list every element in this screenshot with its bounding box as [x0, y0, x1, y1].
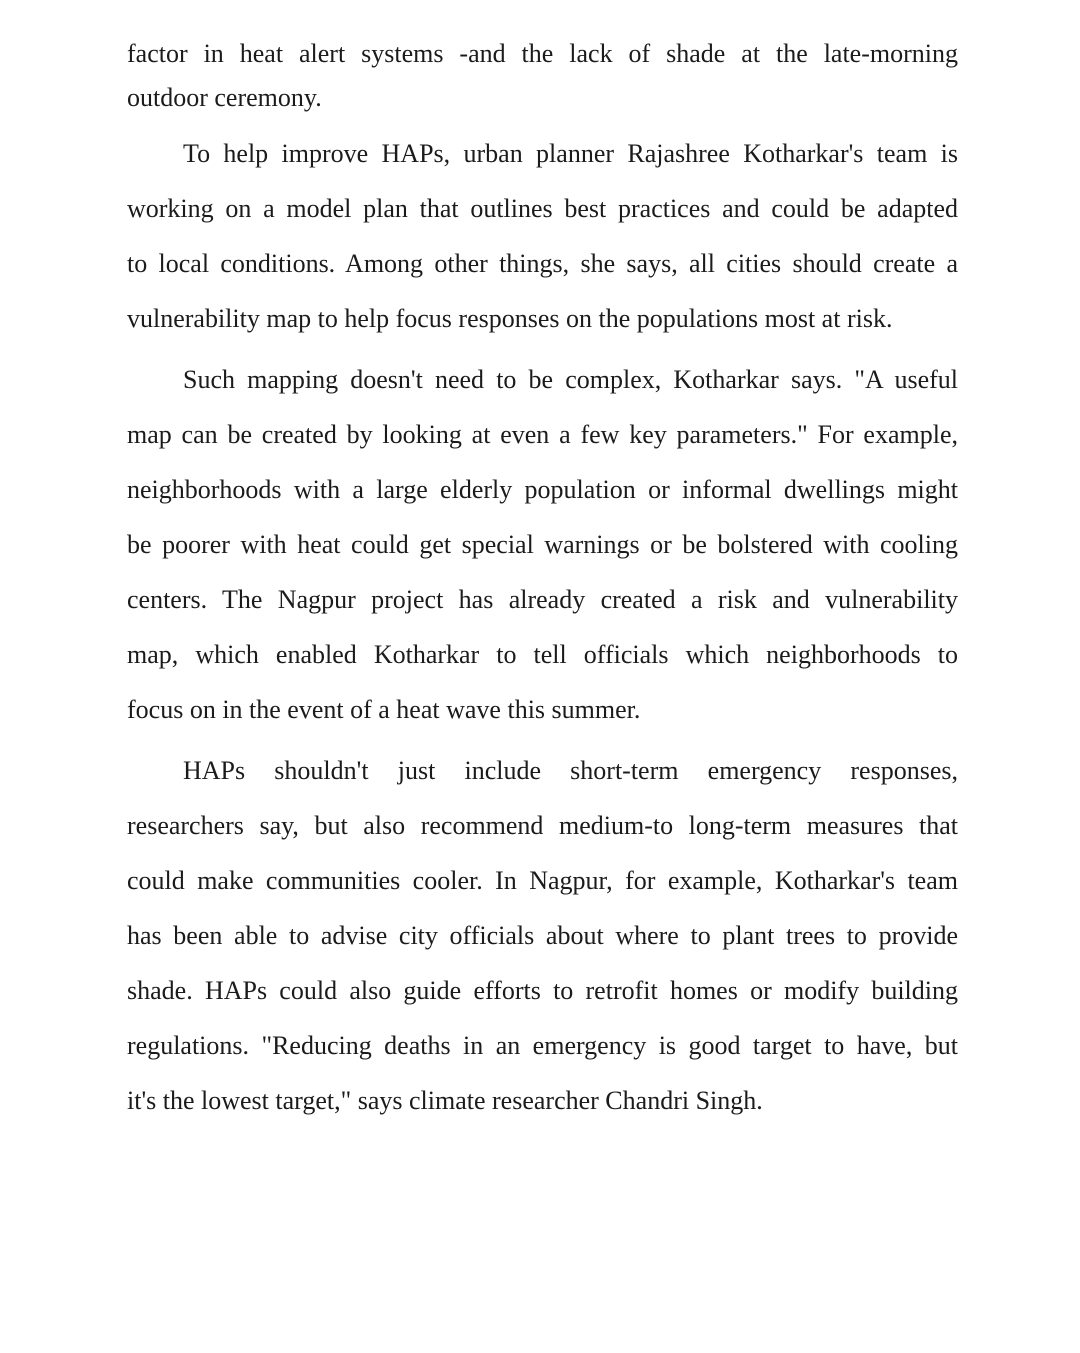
text-line: Such mapping doesn't need to be complex, Kotharkar says. "A useful: [183, 365, 958, 394]
text-line: working on a model plan that outlines best practices and could be adapted: [127, 194, 958, 223]
text-line: centers. The Nagpur project has already created a risk and vulnerability: [127, 585, 958, 614]
paragraph: [127, 352, 958, 737]
text-line: researchers say, but also recommend medium-to long-term measures that: [127, 811, 958, 840]
text-line: focus on in the event of a heat wave this summer.: [127, 695, 641, 724]
text-line: could make communities cooler. In Nagpur, for example, Kotharkar's team: [127, 866, 958, 895]
text-line: To help improve HAPs, urban planner Rajashree Kotharkar's team is: [183, 139, 958, 168]
text-line: it's the lowest target," says climate researcher Chandri Singh.: [127, 1086, 763, 1115]
text-line: map can be created by looking at even a few key parameters." For example,: [127, 420, 958, 449]
text-line: shade. HAPs could also guide efforts to retrofit homes or modify building: [127, 976, 958, 1005]
text-line: has been able to advise city officials about where to plant trees to provide: [127, 921, 958, 950]
paragraph: [127, 32, 958, 120]
text-line: factor in heat alert systems -and the lack of shade at the late-morning: [127, 39, 958, 68]
paragraph: [127, 743, 958, 1128]
text-line: map, which enabled Kotharkar to tell officials which neighborhoods to: [127, 640, 958, 669]
paragraph: [127, 126, 958, 346]
text-line: to local conditions. Among other things, she says, all cities should create a: [127, 249, 958, 278]
text-line: HAPs shouldn't just include short-term emergency responses,: [183, 756, 958, 785]
text-line: be poorer with heat could get special warnings or be bolstered with cooling: [127, 530, 958, 559]
text-line: vulnerability map to help focus responses on the populations most at risk.: [127, 304, 893, 333]
text-line: neighborhoods with a large elderly population or informal dwellings might: [127, 475, 958, 504]
text-column: [127, 32, 958, 1134]
text-line: regulations. "Reducing deaths in an emergency is good target to have, but: [127, 1031, 958, 1060]
text-line: outdoor ceremony.: [127, 83, 322, 112]
